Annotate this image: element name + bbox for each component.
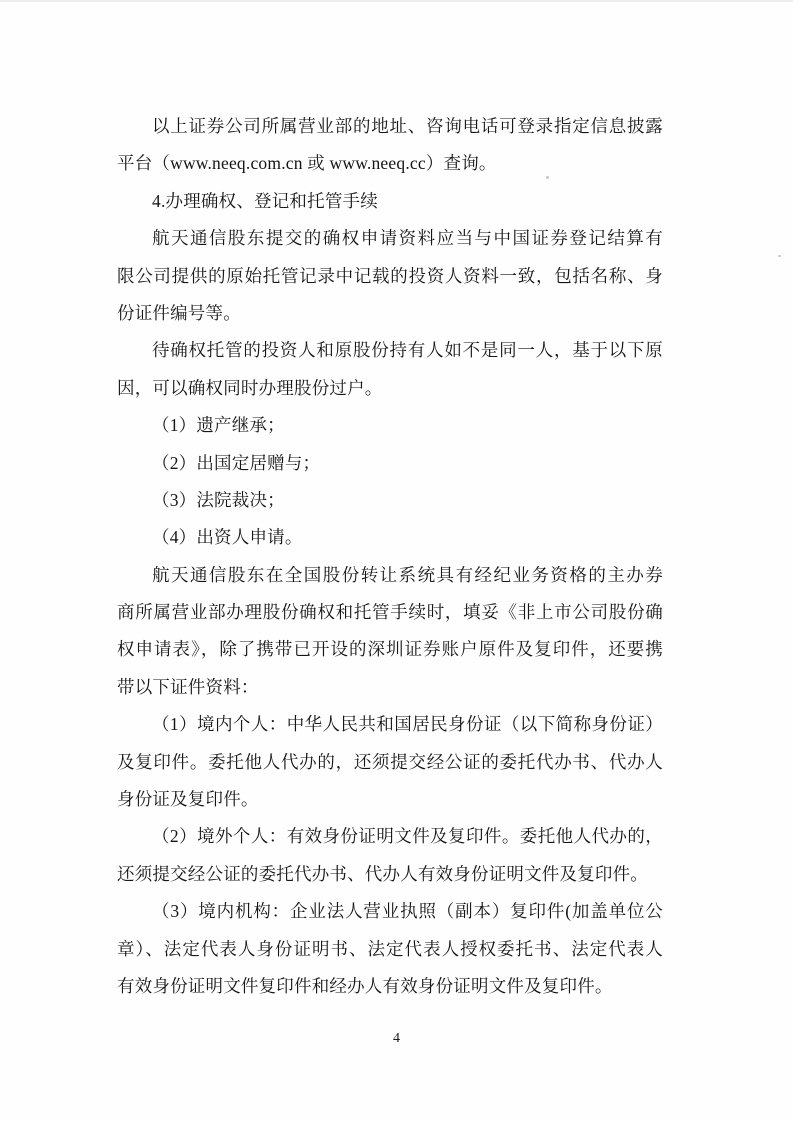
text-line: 商所属营业部办理股份确权和托管手续时，填妥《非上市公司股份确 xyxy=(117,602,663,623)
text-line: （4）出资人申请。 xyxy=(152,527,303,548)
text-line: 有效身份证明文件复印件和经办人有效身份证明文件及复印件。 xyxy=(117,975,613,996)
text-line: 航天通信股东提交的确权申请资料应当与中国证券登记结算有 xyxy=(152,228,663,249)
text-line: 限公司提供的原始托管记录中记载的投资人资料一致，包括名称、身 xyxy=(117,265,663,286)
text-line: 带以下证件资料： xyxy=(117,676,259,697)
text-line: （2）境外个人：有效身份证明文件及复印件。委托他人代办的， xyxy=(152,826,663,847)
text-line: 章）、法定代表人身份证明书、法定代表人授权委托书、法定代表人 xyxy=(117,938,663,959)
scan-speck xyxy=(546,176,549,179)
text-line: 航天通信股东在全国股份转让系统具有经纪业务资格的主办券 xyxy=(152,564,663,585)
document-text xyxy=(117,108,663,1005)
text-line: （3）法院裁决； xyxy=(152,489,285,510)
text-line: （1）境内个人：中华人民共和国居民身份证（以下简称身份证） xyxy=(152,714,663,735)
text-line: 及复印件。委托他人代办的，还须提交经公证的委托代办书、代办人 xyxy=(117,751,663,772)
text-line: 因，可以确权同时办理股份过户。 xyxy=(117,377,383,398)
text-line: 身份证及复印件。 xyxy=(117,789,259,810)
text-line: 平台（www.neeq.com.cn 或 www.neeq.cc）查询。 xyxy=(117,153,497,174)
scan-edge-artifact xyxy=(0,0,793,2)
text-line: （1）遗产继承； xyxy=(152,415,285,436)
text-line: 4.办理确权、登记和托管手续 xyxy=(152,190,378,211)
text-line: 权申请表》，除了携带已开设的深圳证券账户原件及复印件，还要携 xyxy=(117,639,663,660)
page-number: 4 xyxy=(393,1031,400,1046)
text-line: 份证件编号等。 xyxy=(117,302,241,323)
text-line: （3）境内机构：企业法人营业执照（副本）复印件(加盖单位公 xyxy=(152,901,663,922)
text-line: （2）出国定居赠与； xyxy=(152,452,321,473)
text-line: 还须提交经公证的委托代办书、代办人有效身份证明文件及复印件。 xyxy=(117,863,648,884)
scan-speck xyxy=(778,255,781,257)
text-line: 以上证券公司所属营业部的地址、咨询电话可登录指定信息披露 xyxy=(152,116,663,136)
text-line: 待确权托管的投资人和原股份持有人如不是同一人，基于以下原 xyxy=(152,340,663,361)
